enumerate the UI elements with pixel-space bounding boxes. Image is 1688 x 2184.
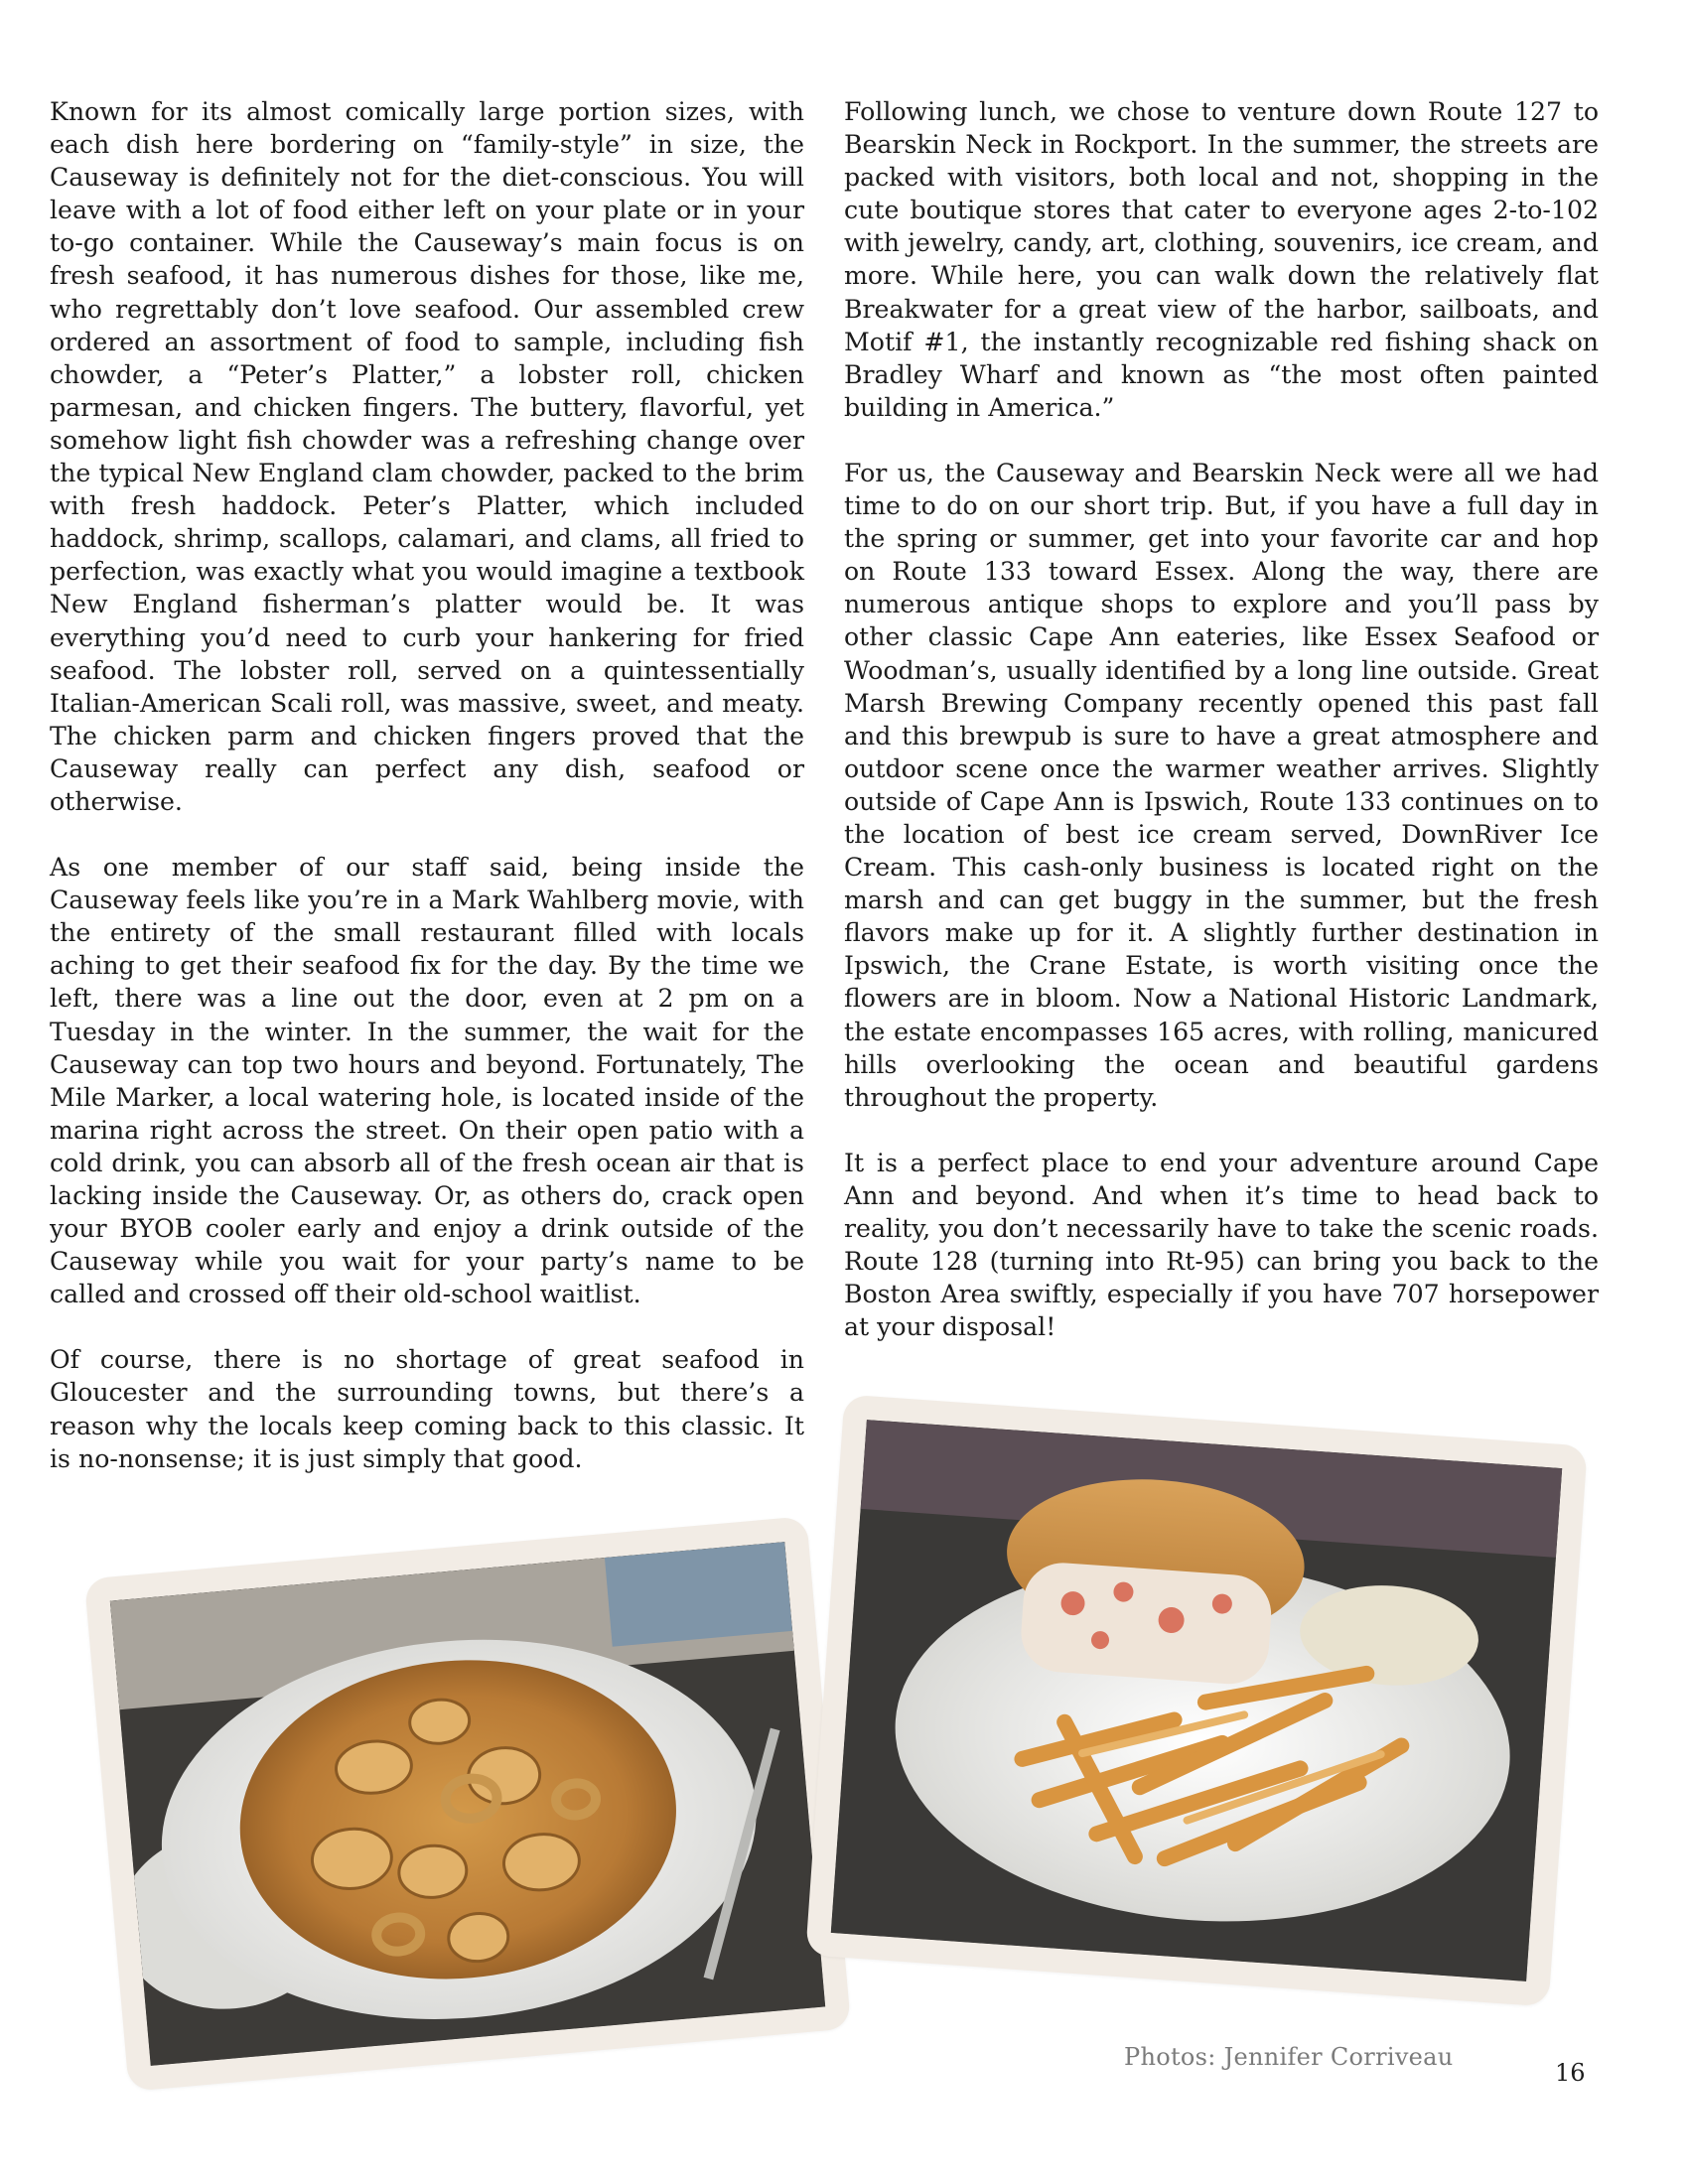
body-paragraph: For us, the Causeway and Bearskin Neck were all we had time to do on our short trip. But, if you have a full day in the spring or summer, get into your favorite car and hop on Route 133 toward Essex. Along the way, there are numerous antique shops to explore and you’ll pass by other classic Cape Ann eateries, like Essex Seafood or Woodman’s, usually identified by a long line outside. Great Marsh Brewing Company recently opened this past fall and this brewpub is sure to have a great atmosphere and outdoor scene once the warmer weather arrives. Slightly outside of Cape Ann is Ipswich, Route 133 continues on to the location of best ice cream served, DownRiver Ice Cream. This cash-only business is located right on the marsh and can get buggy in the summer, but the fresh flavors make up for it. A slightly further destination in Ipswich, the Crane Estate, is worth visiting once the flowers are in bloom. Now a National Historic Landmark, the estate encompasses 165 acres, with rolling, manicured hills overlooking the ocean and beautiful gardens throughout the property. xyxy=(844,458,1599,1112)
body-paragraph: As one member of our staff said, being inside the Causeway feels like you’re in a Mark Wahlberg movie, with the entirety of the small restaurant filled with locals aching to get their seafood fix for the day. By the time we left, there was a line out the door, even at 2 pm on a Tuesday in the winter. In the summer, the wait for the Causeway can top two hours and beyond. Fortunately, The Mile Marker, a local watering hole, is located inside of the marina right across the street. On their open patio with a cold drink, you can absorb all of the fresh ocean air that is lacking inside the Causeway. Or, as others do, crack open your BYOB cooler early and enjoy a drink outside of the Causeway while you wait for your party’s name to be called and crossed off their old-school waitlist. xyxy=(50,853,804,1309)
page-number: 16 xyxy=(1555,2059,1586,2087)
body-paragraph: Of course, there is no shortage of great seafood in Gloucester and the surrounding towns, but there’s a reason why the locals keep coming back to this classic. It is no-nonsense; it is just simply that good. xyxy=(50,1345,804,1473)
photo-image xyxy=(110,1542,825,2066)
body-paragraph: Known for its almost comically large portion sizes, with each dish here bordering on “family-style” in size, the Causeway is definitely not for the diet-conscious. You will leave with a lot of food either left on your plate or in your to-go container. While the Causeway’s main focus is on fresh seafood, it has numerous dishes for those, like me, who regrettably don’t love seafood. Our assembled crew ordered an assortment of food to sample, including fish chowder, a “Peter’s Platter,” a lobster roll, chicken parmesan, and chicken fingers. The buttery, flavorful, yet somehow light fish chowder was a refreshing change over the typical New England clam chowder, packed to the brim with fresh haddock. Peter’s Platter, which included haddock, shrimp, scallops, calamari, and clams, all fried to perfection, was exactly what you would imagine a textbook New England fisherman’s platter would be. It was everything you’d need to curb your hankering for fried seafood. The lobster roll, served on a quintessentially Italian-American Scali roll, was massive, sweet, and meaty. The chicken parm and chicken fingers proved that the Causeway really can perfect any dish, seafood or otherwise. xyxy=(50,97,804,816)
right-column xyxy=(844,95,1599,1376)
body-paragraph: Following lunch, we chose to venture down Route 127 to Bearskin Neck in Rockport. In the summer, the streets are packed with visitors, both local and not, shopping in the cute boutique stores that cater to everyone ages 2-to-102 with jewelry, candy, art, clothing, souvenirs, ice cream, and more. While here, you can walk down the relatively flat Breakwater for a great view of the harbor, sailboats, and Motif #1, the instantly recognizable red fishing shack on Bradley Wharf and known as “the most often painted building in America.” xyxy=(844,97,1599,422)
lobster-roll-fries-photo xyxy=(805,1395,1588,2007)
fried-seafood-platter-photo xyxy=(84,1516,851,2092)
left-column xyxy=(50,95,804,1508)
body-paragraph: It is a perfect place to end your adventure around Cape Ann and beyond. And when it’s time to head back to reality, you don’t necessarily have to take the scenic roads. Route 128 (turning into Rt-95) can bring you back to the Boston Area swiftly, especially if you have 707 horsepower at your disposal! xyxy=(844,1148,1599,1342)
fried-seafood-illustration xyxy=(110,1542,825,2066)
photo-credit: Photos: Jennifer Corriveau xyxy=(1124,2043,1454,2071)
lobster-roll-illustration xyxy=(831,1420,1562,1981)
photo-image xyxy=(831,1420,1562,1981)
